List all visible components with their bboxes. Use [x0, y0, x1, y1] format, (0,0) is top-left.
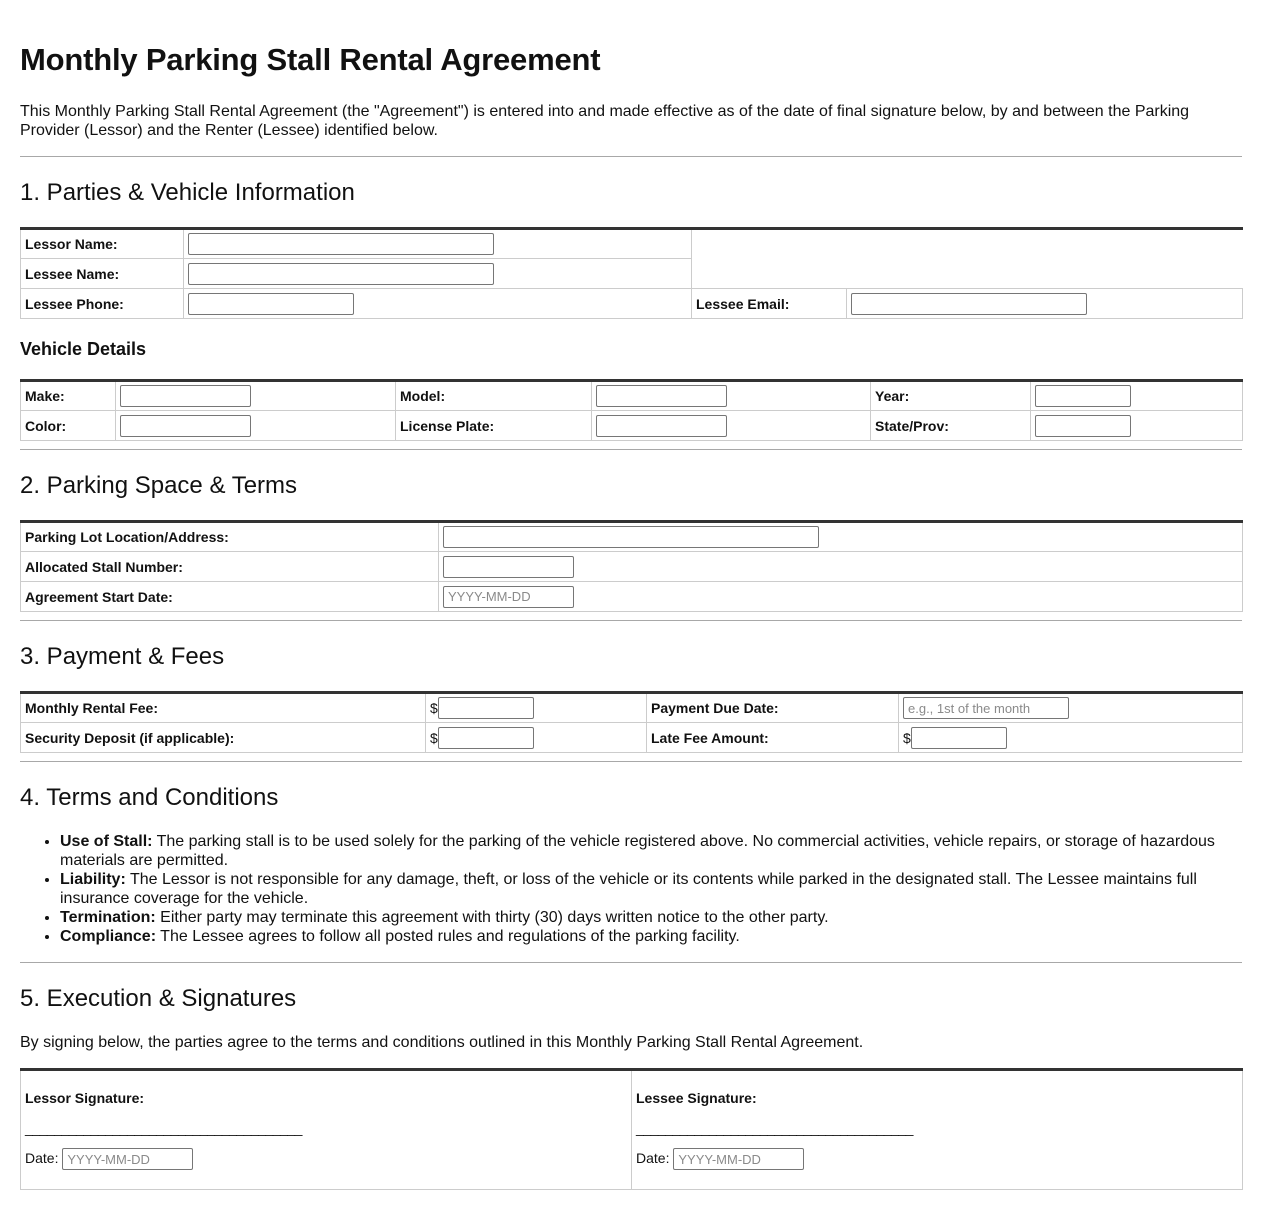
lessor-signature-block [21, 1070, 632, 1190]
section-divider [20, 761, 1242, 762]
lessor-name-label: Lessor Name: [21, 229, 184, 259]
year-label: Year: [871, 381, 1031, 411]
term-text: Either party may terminate this agreement with thirty (30) days written notice to the other party. [155, 909, 829, 926]
model-input[interactable] [596, 385, 727, 407]
late-fee-label: Late Fee Amount: [647, 723, 899, 753]
security-deposit-input[interactable] [438, 727, 534, 749]
section4-heading: 4. Terms and Conditions [20, 784, 279, 811]
lessee-signature-line[interactable]: ______________________________________ [636, 1120, 913, 1136]
stall-number-label: Allocated Stall Number: [21, 552, 439, 582]
start-date-label: Agreement Start Date: [21, 582, 439, 612]
section-divider [20, 620, 1242, 621]
term-title: Liability: [60, 871, 126, 888]
lessor-signature-line[interactable]: ______________________________________ [25, 1120, 302, 1136]
term-text: The Lessor is not responsible for any damage, theft, or loss of the vehicle or its contents while parked in the designated stall. The Lessee maintains full insurance coverage for the vehicle. [60, 871, 1197, 907]
section5-heading: 5. Execution & Signatures [20, 985, 297, 1012]
lessee-date-label: Date: [636, 1150, 670, 1166]
lessee-signature-block [632, 1070, 1243, 1190]
section-divider [20, 156, 1242, 157]
term-text: The parking stall is to be used solely for the parking of the vehicle registered above. No commercial activities, vehicle repairs, or storage of hazardous materials are permitted. [60, 833, 1215, 869]
year-input[interactable] [1035, 385, 1131, 407]
late-fee-input[interactable] [911, 727, 1007, 749]
terms-list [20, 832, 1242, 946]
page-title: Monthly Parking Stall Rental Agreement [20, 42, 601, 77]
make-input[interactable] [120, 385, 251, 407]
monthly-fee-label: Monthly Rental Fee: [21, 693, 426, 723]
signature-table [20, 1068, 1243, 1190]
lessee-name-input[interactable] [188, 263, 494, 285]
section3-heading: 3. Payment & Fees [20, 643, 225, 670]
license-plate-label: License Plate: [396, 411, 592, 441]
parties-table [20, 227, 1243, 319]
color-label: Color: [21, 411, 116, 441]
section-divider [20, 449, 1242, 450]
stall-number-input[interactable] [443, 556, 574, 578]
lessee-phone-input[interactable] [188, 293, 354, 315]
section2-heading: 2. Parking Space & Terms [20, 472, 298, 499]
lessor-date-input[interactable] [62, 1148, 193, 1170]
currency-symbol: $ [430, 729, 438, 746]
section1-heading: 1. Parties & Vehicle Information [20, 179, 355, 206]
payment-due-label: Payment Due Date: [647, 693, 899, 723]
currency-symbol: $ [430, 700, 438, 716]
license-plate-input[interactable] [596, 415, 727, 437]
lessee-date-input[interactable] [673, 1148, 804, 1170]
payment-table [20, 691, 1243, 753]
execution-statement: By signing below, the parties agree to the terms and conditions outlined in this Monthly Parking Stall Rental Agreement. [20, 1034, 864, 1051]
intro-paragraph: This Monthly Parking Stall Rental Agreement (the "Agreement") is entered into and made effective as of the date of final signature below, by and between the Parking Provider (Lessor) and the Renter (Lessee) identified below. [20, 103, 1190, 139]
parking-location-input[interactable] [443, 526, 819, 548]
state-prov-label: State/Prov: [871, 411, 1031, 441]
vehicle-table [20, 379, 1243, 441]
term-title: Compliance: [60, 928, 157, 945]
term-liability [60, 870, 1242, 908]
lessor-name-input[interactable] [188, 233, 494, 255]
term-title: Use of Stall: [60, 833, 153, 850]
model-label: Model: [396, 381, 592, 411]
color-input[interactable] [120, 415, 251, 437]
term-use-of-stall [60, 832, 1242, 870]
lessee-signature-label: Lessee Signature: [636, 1090, 757, 1106]
term-text: The Lessee agrees to follow all posted rules and regulations of the parking facility. [156, 928, 740, 945]
lessor-date-label: Date: [25, 1150, 59, 1166]
monthly-fee-input[interactable] [438, 697, 534, 719]
lessor-signature-label: Lessor Signature: [25, 1090, 145, 1106]
parking-location-label: Parking Lot Location/Address: [21, 522, 439, 552]
payment-due-input[interactable] [903, 697, 1069, 719]
lessee-name-label: Lessee Name: [21, 259, 184, 289]
term-termination [60, 908, 1242, 927]
term-title: Termination: [60, 909, 156, 926]
lessee-email-label: Lessee Email: [692, 289, 847, 319]
security-deposit-label: Security Deposit (if applicable): [21, 723, 426, 753]
currency-symbol: $ [903, 729, 911, 746]
parking-space-table [20, 520, 1243, 612]
term-compliance [60, 927, 1242, 946]
state-prov-input[interactable] [1035, 415, 1131, 437]
make-label: Make: [21, 381, 116, 411]
start-date-input[interactable] [443, 586, 574, 608]
vehicle-details-heading: Vehicle Details [20, 339, 147, 359]
lessee-phone-label: Lessee Phone: [21, 289, 184, 319]
lessee-email-input[interactable] [851, 293, 1087, 315]
section-divider [20, 962, 1242, 963]
